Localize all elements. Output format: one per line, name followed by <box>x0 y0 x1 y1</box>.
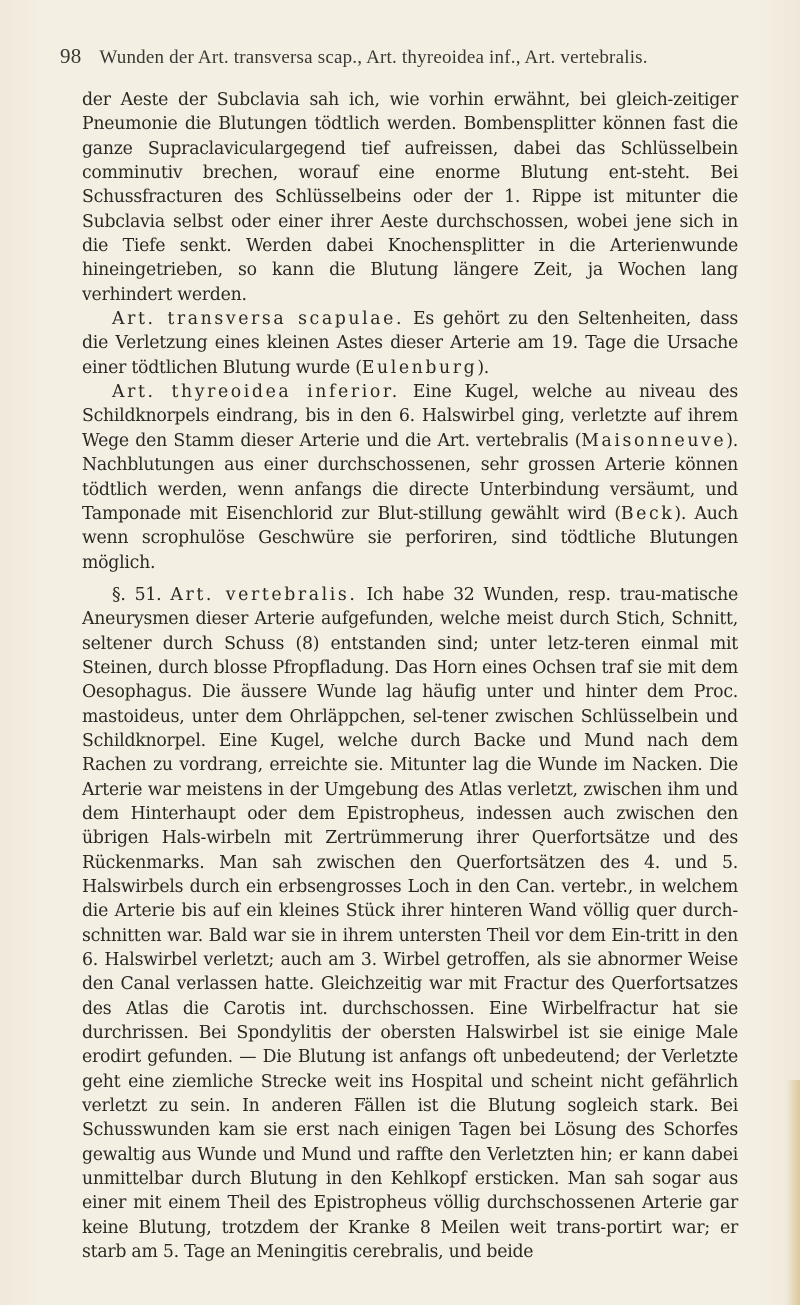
paragraph-text: ). Nachblutungen aus einer durchschossenen, sehr grossen Arterie können tödtlich werden, wenn anfangs die directe Unterbindung versäumt, und Tamponade mit Eisenchlorid zur Blut-stillung gewählt wird ( <box>82 430 738 524</box>
paragraph-vertebralis <box>82 583 738 1265</box>
paragraph-text: Es gehört zu den Seltenheiten, dass die Verletzung eines kleinen Astes dieser Arterie am 19. Tage die Ursache einer tödtlichen Blutung wurde ( <box>82 309 738 378</box>
running-title: Wunden der Art. transversa scap., Art. thyreoidea inf., Art. vertebralis. <box>99 47 648 68</box>
author-citation: Eulenburg <box>361 357 478 378</box>
author-citation: Beck <box>620 503 675 524</box>
term-transversa-scapulae: Art. transversa scapulae. <box>112 309 405 330</box>
paragraph-transversa-scapulae <box>82 307 738 380</box>
body-text <box>82 88 738 1265</box>
author-citation: Maisonneuve <box>581 430 727 451</box>
paragraph-text: Eine Kugel, welche au niveau des Schildknorpels eindrang, bis in den 6. Halswirbel ging, verletzte auf ihrem Wege den Stamm dieser Arterie und die Art. vertebralis ( <box>82 382 738 451</box>
paragraph-subclavia-continued: der Aeste der Subclavia sah ich, wie vorhin erwähnt, bei gleich-zeitiger Pneumonie die Blutungen tödtlich werden. Bombensplitter können fast die ganze Supraclaviculargegend tief aufreissen, dabei das Schlüsselbein comminutiv brechen, worauf eine enorme Blutung ent-steht. Bei Schussfracturen des Schlüsselbeins oder der 1. Rippe ist mitunter die Subclavia selbst oder einer ihrer Aeste durchschossen, wobei jene sich in die Tiefe senkt. Werden dabei Knochensplitter in die Arterienwunde hineingetrieben, so kann die Blutung längere Zeit, ja Wochen lang verhindert werden. <box>82 90 738 305</box>
section-number: §. 51. <box>112 584 162 605</box>
term-thyreoidea-inferior: Art. thyreoidea inferior. <box>112 382 400 403</box>
paragraph-thyreoidea-inferior <box>82 380 738 575</box>
page-edge-stain <box>786 1080 800 1305</box>
paragraph-text: ). Auch wenn scrophulöse Geschwüre sie perforiren, sind tödtliche Blutungen möglich. <box>82 503 738 573</box>
term-vertebralis: Art. vertebralis. <box>170 584 358 605</box>
page-number: 98 <box>60 44 82 68</box>
running-header <box>60 44 720 74</box>
paragraph-text: Ich habe 32 Wunden, resp. trau-matische Aneurysmen dieser Arterie aufgefunden, welche meist durch Stich, Schnitt, seltener durch Schuss (8) entstanden sind; unter letz-teren einmal mit Steinen, durch blosse Pfropfladung. Das Horn eines Ochsen traf sie mit dem Oesophagus. Die äussere Wunde lag häufig unter und hinter dem Proc. mastoideus, unter dem Ohrläppchen, sel-tener zwischen Schlüsselbein und Schildknorpel. Eine Kugel, welche durch Backe und Mund nach dem Rachen zu vordrang, erreichte sie. Mitunter lag die Wunde im Nacken. Die Arterie war meistens in der Umgebung des Atlas verletzt, zwischen ihm und dem Hinterhaupt oder dem Epistropheus, indessen auch zwischen den übrigen Hals-wirbeln mit Zertrümmerung ihrer Querfortsätze und des Rückenmarks. Man sah zwischen den Querfortsätzen des 4. und 5. Halswirbels durch ein erbsengrosses Loch in den Can. vertebr., in welchem die Arterie bis auf ein kleines Stück ihrer hinteren Wand völlig quer durch-schnitten war. Bald war sie in ihrem untersten Theil vor dem Ein-tritt in den 6. Halswirbel verletzt; auch am 3. Wirbel getroffen, als sie abnormer Weise den Canal verlassen hatte. Gleichzeitig war mit Fractur des Querfortsatzes des Atlas die Carotis int. durchschossen. Eine Wirbelfractur hat sie durchrissen. Bei Spondylitis der obersten Halswirbel ist sie einige Male erodirt gefunden. — Die Blutung ist anfangs oft unbedeutend; der Verletzte geht eine ziemliche Strecke weit ins Hospital und scheint nicht gefährlich verletzt zu sein. In anderen Fällen ist die Blutung sogleich stark. Bei Schusswunden kam sie erst nach einigen Tagen bei Lösung des Schorfes gewaltig aus Wunde und Mund und raffte den Verletzten hin; er kann dabei unmittelbar durch Blutung in den Kehlkopf ersticken. Man sah sogar aus einer mit einem Theil des Epistropheus völlig durchschossenen Arterie gar keine Blutung, trotzdem der Kranke 8 Meilen weit trans-portirt war; er starb am 5. Tage an Meningitis cerebralis, und beide <box>82 584 738 1263</box>
paragraph-text: ). <box>477 357 490 378</box>
